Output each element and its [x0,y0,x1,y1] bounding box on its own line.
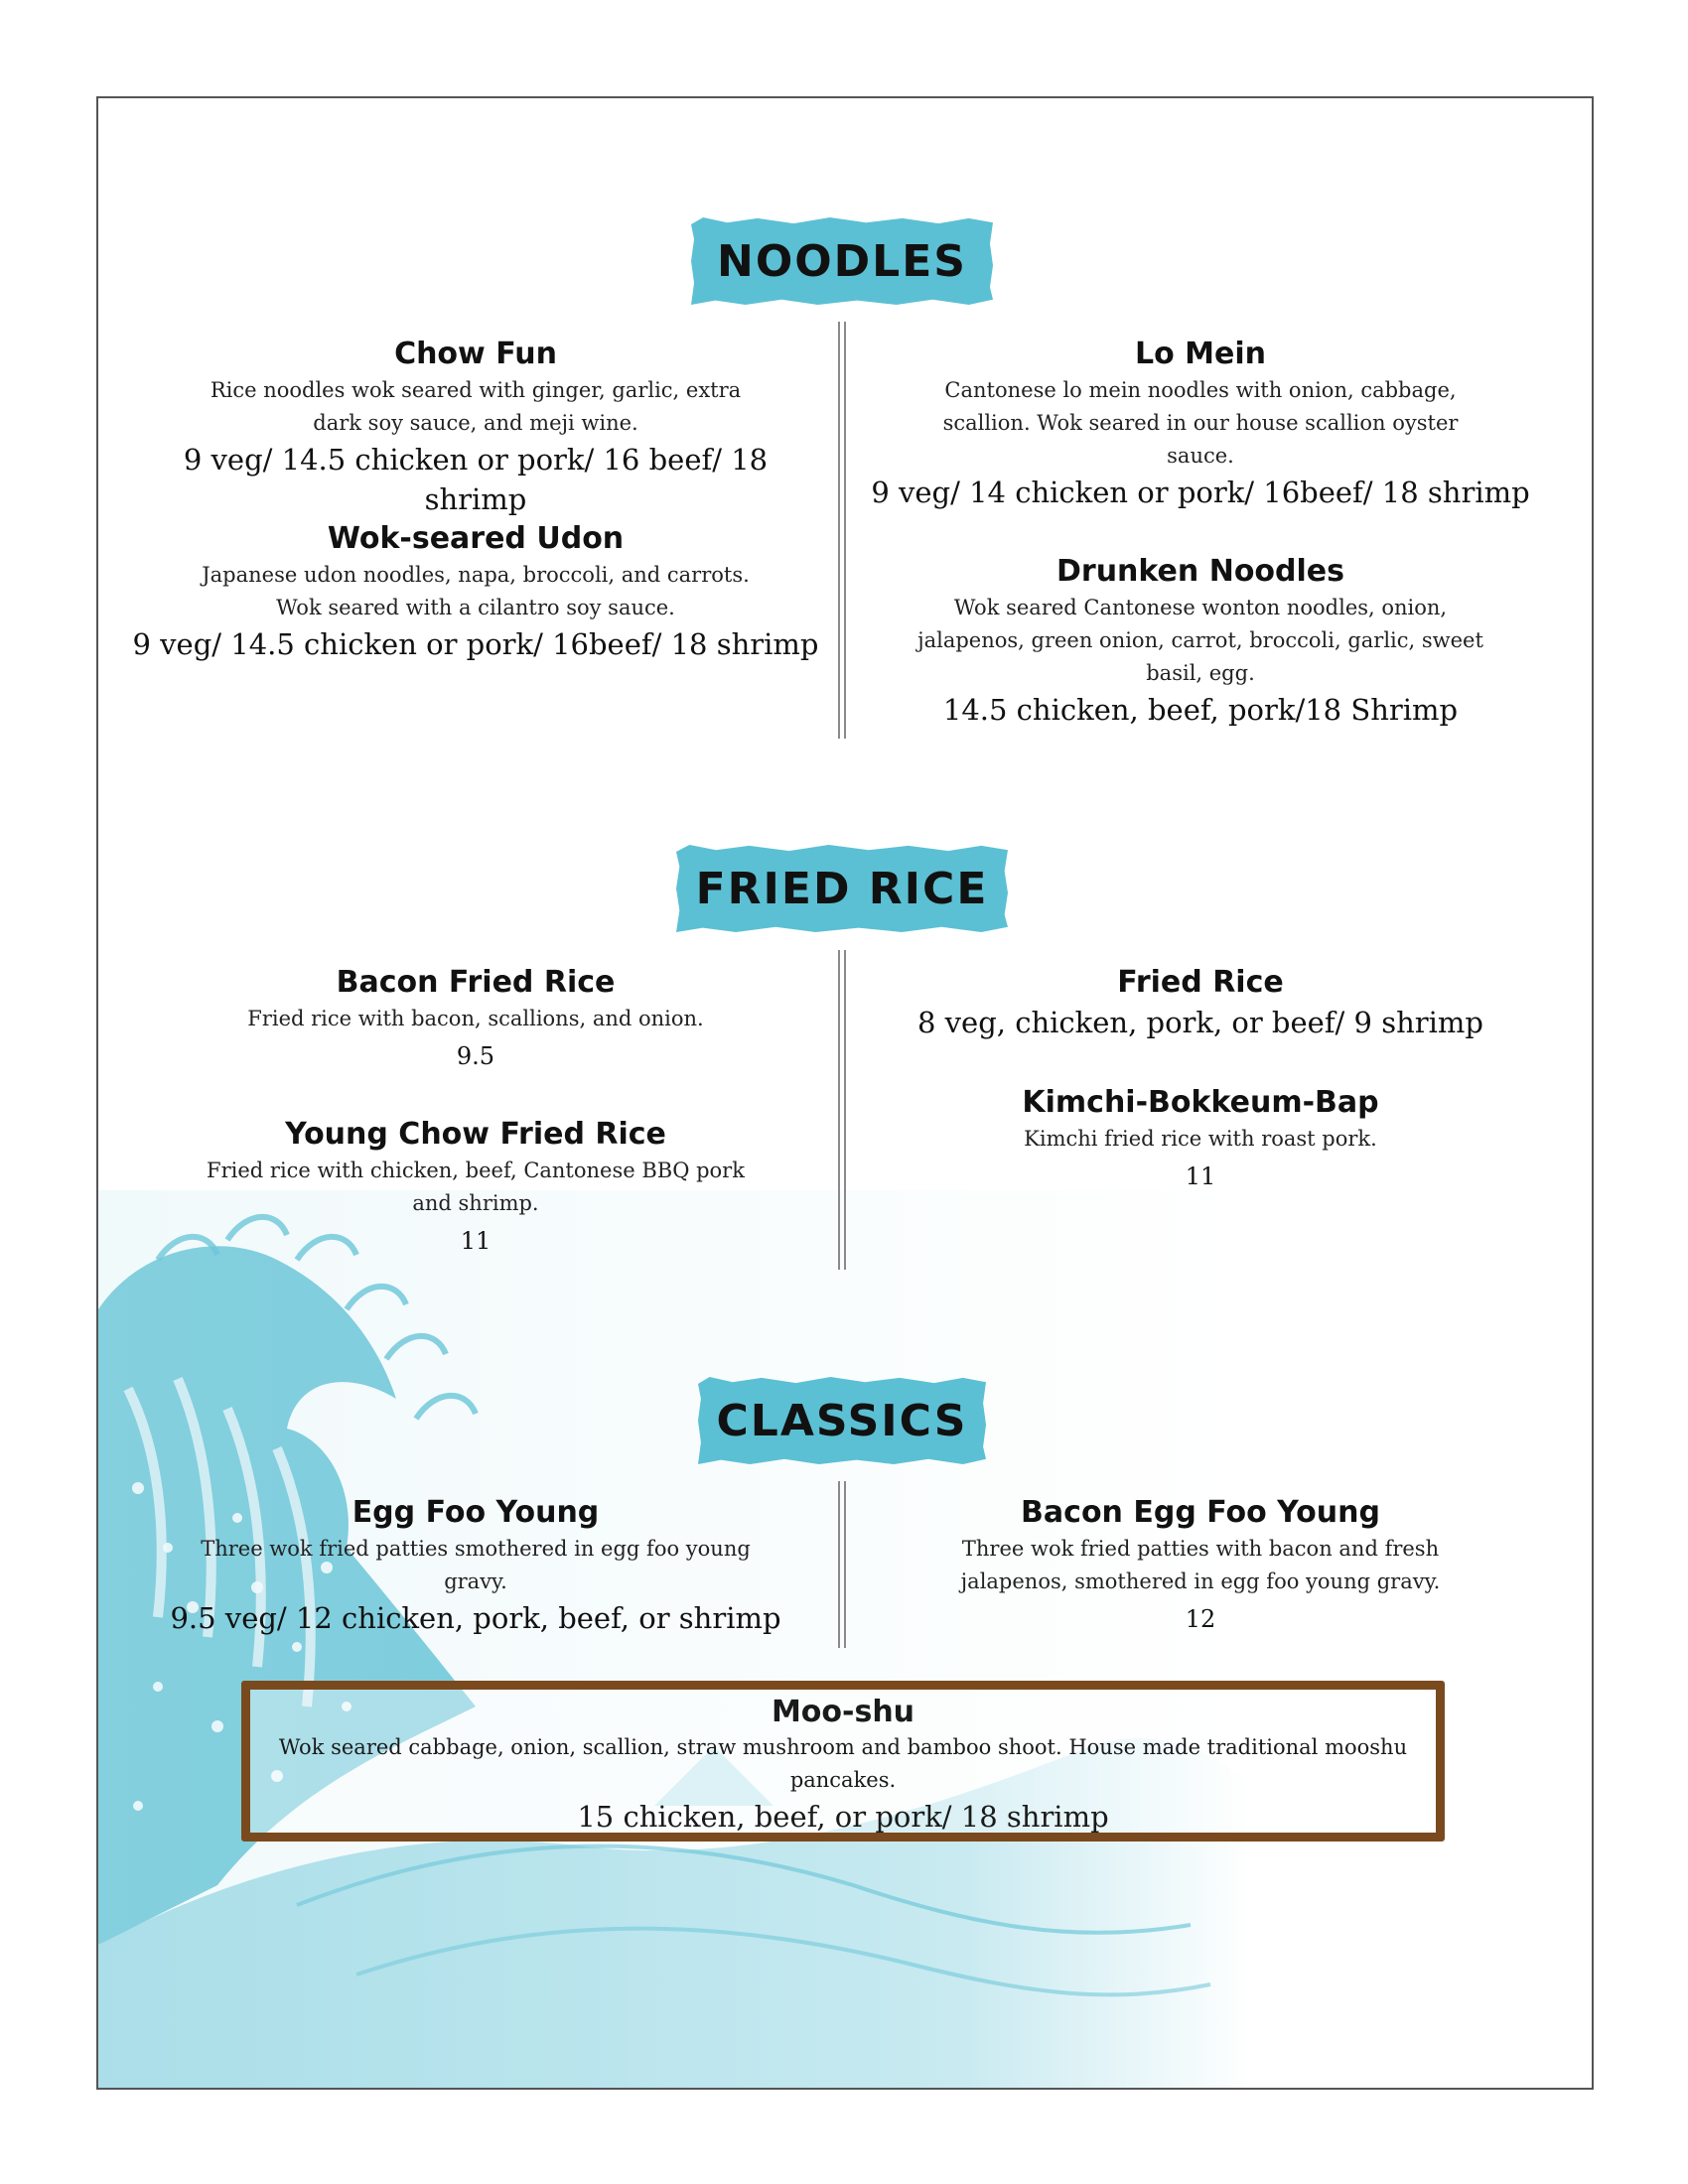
menu-item-egg-foo-young [128,1493,823,1638]
column-divider [838,950,846,1270]
item-name: Bacon Fried Rice [336,965,616,1000]
menu-page [96,96,1594,2090]
item-name: Fried Rice [1117,965,1284,1000]
item-price: 9.5 [456,1042,495,1070]
wave-illustration [98,1190,1250,2090]
item-name: Moo-shu [771,1695,915,1729]
section-title: CLASSICS [716,1395,968,1446]
menu-item-drunken-noodles [853,552,1548,730]
item-price: 14.5 chicken, beef, pork/18 Shrimp [942,693,1459,727]
item-description: dark soy sauce, and meji wine. [313,411,638,435]
item-name: Egg Foo Young [352,1495,600,1530]
item-name: Young Chow Fried Rice [285,1117,666,1152]
item-description: jalapenos, smothered in egg foo young gravy. [960,1570,1441,1593]
item-price: 9.5 veg/ 12 chicken, pork, beef, or shrimp [170,1601,781,1635]
item-description: pancakes. [789,1768,897,1792]
item-price: 8 veg, chicken, pork, or beef/ 9 shrimp [917,1006,1483,1039]
menu-item-chow-fun [128,335,823,519]
item-description: and shrimp. [412,1191,539,1215]
item-description: Three wok fried patties with bacon and fresh [961,1537,1440,1561]
section-title: FRIED RICE [695,863,989,914]
column-divider [838,322,846,739]
item-price: 9 veg/ 14 chicken or pork/ 16beef/ 18 shrimp [871,476,1530,509]
section-header-classics [698,1377,986,1464]
item-description: Three wok fried patties smothered in egg foo young [201,1537,751,1561]
item-description: basil, egg. [1146,661,1255,685]
item-price: 15 chicken, beef, or pork/ 18 shrimp [577,1800,1109,1834]
item-description: scallion. Wok seared in our house scallion oyster [942,411,1459,435]
item-description: Wok seared with a cilantro soy sauce. [276,596,675,619]
item-name: Kimchi-Bokkeum-Bap [1022,1085,1379,1120]
item-description: Fried rice with chicken, beef, Cantonese BBQ pork [207,1159,745,1182]
menu-item-moo-shu [241,1681,1445,1842]
item-name: Chow Fun [394,337,557,371]
menu-item-lo-mein [853,335,1548,512]
item-description: jalapenos, green onion, carrot, broccoli, garlic, sweet [917,628,1483,652]
section-header-fried-rice [676,845,1008,932]
item-price: 9 veg/ 14.5 chicken or pork/ 16 beef/ 18 shrimp [183,443,769,516]
item-price: 11 [1185,1162,1216,1190]
column-divider [838,1481,846,1648]
menu-item-bacon-egg-foo-young [853,1493,1548,1640]
item-description: Rice noodles wok seared with ginger, garlic, extra [210,378,742,402]
menu-item-young-chow-fried-rice [128,1115,823,1262]
item-name: Wok-seared Udon [327,521,625,556]
item-description: Japanese udon noodles, napa, broccoli, and carrots. [202,563,750,587]
item-name: Drunken Noodles [1056,554,1344,589]
menu-item-fried-rice [853,963,1548,1042]
item-description: sauce. [1167,444,1234,468]
item-price: 12 [1185,1605,1216,1633]
item-description: Wok seared cabbage, onion, scallion, straw mushroom and bamboo shoot. House made traditional mooshu [278,1735,1408,1759]
menu-item-bacon-fried-rice [128,963,823,1077]
item-price: 11 [460,1227,492,1255]
item-name: Lo Mein [1134,337,1266,371]
item-description: Kimchi fried rice with roast pork. [1024,1127,1377,1151]
item-price: 9 veg/ 14.5 chicken or pork/ 16beef/ 18 shrimp [132,627,819,661]
item-description: Cantonese lo mein noodles with onion, cabbage, [944,378,1457,402]
item-description: Wok seared Cantonese wonton noodles, onion, [953,596,1448,619]
item-description: gravy. [444,1570,507,1593]
item-name: Bacon Egg Foo Young [1021,1495,1380,1530]
menu-item-wok-seared-udon [128,519,823,664]
menu-item-kimchi-bokkeum-bap [853,1083,1548,1197]
section-title: NOODLES [717,235,967,287]
section-header-noodles [691,217,993,305]
item-description: Fried rice with bacon, scallions, and onion. [247,1007,704,1030]
